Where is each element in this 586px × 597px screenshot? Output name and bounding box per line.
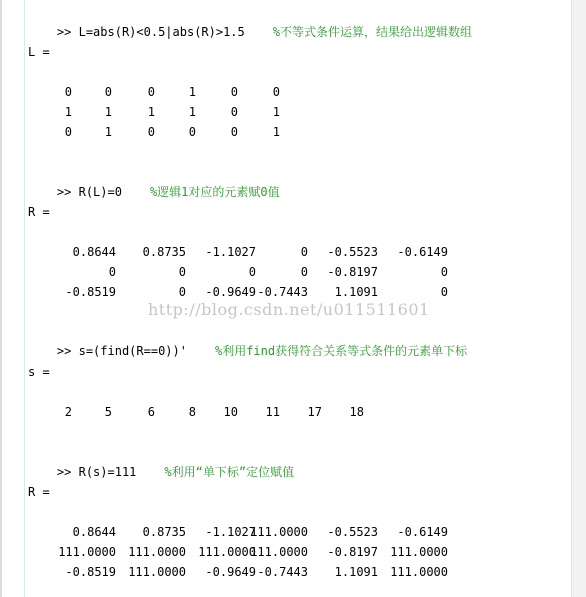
matrix-cell: 0 <box>440 285 448 299</box>
matrix-cell: 1 <box>188 105 196 119</box>
command-comment: %逻辑1对应的元素赋0值 <box>149 185 280 199</box>
matrix-cell: 0.8735 <box>142 525 186 539</box>
matrix-cell: 1 <box>272 105 280 119</box>
matrix-cell: 0 <box>188 125 196 139</box>
result-name-L: L = <box>28 45 50 59</box>
matrix-cell: 8 <box>188 405 196 419</box>
result-name-s: s = <box>28 365 50 379</box>
matrix-cell: 111.0000 <box>128 565 186 579</box>
matrix-cell: 1 <box>272 125 280 139</box>
matrix-cell: 0.8644 <box>72 525 116 539</box>
matrix-cell: 0.8735 <box>142 245 186 259</box>
matrix-cell: 111.0000 <box>128 545 186 559</box>
matrix-cell: 0 <box>300 265 308 279</box>
matrix-cell: -0.8519 <box>65 565 116 579</box>
matrix-cell: 11 <box>265 405 280 419</box>
matrix-cell: 10 <box>223 405 238 419</box>
matrix-cell: -0.5523 <box>327 245 378 259</box>
matrix-cell: 1.1091 <box>334 285 378 299</box>
matrix-cell: 0 <box>248 265 256 279</box>
matrix-cell: -0.5523 <box>327 525 378 539</box>
matrix-cell: 111.0000 <box>390 545 448 559</box>
vertical-scrollbar[interactable] <box>571 0 586 597</box>
matrix-cell: 0 <box>300 245 308 259</box>
matrix-cell: 111.0000 <box>250 525 308 539</box>
command-comment: %利用find获得符合关系等式条件的元素单下标 <box>214 344 468 358</box>
command-line-4[interactable] <box>28 442 295 479</box>
matrix-cell: 111.0000 <box>198 545 256 559</box>
matrix-cell: 0 <box>440 265 448 279</box>
command-comment: %不等式条件运算，结果给出逻辑数组 <box>272 25 472 39</box>
command-line-1[interactable] <box>28 2 472 39</box>
result-name-R: R = <box>28 205 50 219</box>
matrix-cell: 17 <box>307 405 322 419</box>
prompt-symbol: >> <box>56 25 72 39</box>
matrix-cell: 111.0000 <box>58 545 116 559</box>
matrix-cell: 0 <box>178 265 186 279</box>
matrix-cell: 1 <box>104 105 112 119</box>
matrix-cell: 1 <box>188 85 196 99</box>
matrix-cell: -0.6149 <box>397 525 448 539</box>
matrix-cell: 0 <box>178 285 186 299</box>
matrix-cell: -0.8519 <box>65 285 116 299</box>
command-line-2[interactable] <box>28 162 280 199</box>
matrix-cell: -0.8197 <box>327 265 378 279</box>
matrix-cell: -0.8197 <box>327 545 378 559</box>
matrix-cell: 1 <box>147 105 155 119</box>
matrix-cell: -0.7443 <box>257 565 308 579</box>
matrix-cell: -0.7443 <box>257 285 308 299</box>
matrix-cell: 1 <box>64 105 72 119</box>
matrix-cell: 0 <box>104 85 112 99</box>
matrix-cell: 0 <box>230 125 238 139</box>
matrix-cell: 0 <box>147 125 155 139</box>
matrix-cell: 0 <box>230 85 238 99</box>
matrix-cell: 0 <box>64 85 72 99</box>
matrix-cell: 2 <box>64 405 72 419</box>
prompt-symbol: >> <box>56 185 72 199</box>
matrix-cell: -0.9649 <box>205 565 256 579</box>
watermark-text: http://blog.csdn.net/u011511601 <box>148 300 430 319</box>
command-line-3[interactable] <box>28 321 468 358</box>
matrix-cell: 0.8644 <box>72 245 116 259</box>
result-name-R2: R = <box>28 485 50 499</box>
matrix-cell: 1.1091 <box>334 565 378 579</box>
command-comment: %利用“单下标”定位赋值 <box>164 465 295 479</box>
matrix-cell: 0 <box>230 105 238 119</box>
prompt-symbol: >> <box>56 465 72 479</box>
command-text: L=abs(R)<0.5|abs(R)>1.5 <box>78 25 245 39</box>
matrix-cell: -0.9649 <box>205 285 256 299</box>
matrix-cell: 5 <box>104 405 112 419</box>
matrix-cell: 111.0000 <box>390 565 448 579</box>
matrix-cell: -0.6149 <box>397 245 448 259</box>
matrix-cell: 18 <box>349 405 364 419</box>
matrix-cell: 0 <box>272 85 280 99</box>
prompt-symbol: >> <box>56 344 72 358</box>
command-text: s=(find(R==0))' <box>78 344 187 358</box>
matrix-cell: -1.1027 <box>205 245 256 259</box>
matrix-cell: 111.0000 <box>250 545 308 559</box>
command-text: R(s)=111 <box>78 465 137 479</box>
matrix-cell: 6 <box>147 405 155 419</box>
matrix-cell: -1.1027 <box>205 525 256 539</box>
matrix-cell: 0 <box>147 85 155 99</box>
matrix-cell: 1 <box>104 125 112 139</box>
matrix-cell: 0 <box>64 125 72 139</box>
command-text: R(L)=0 <box>78 185 122 199</box>
matrix-cell: 0 <box>108 265 116 279</box>
